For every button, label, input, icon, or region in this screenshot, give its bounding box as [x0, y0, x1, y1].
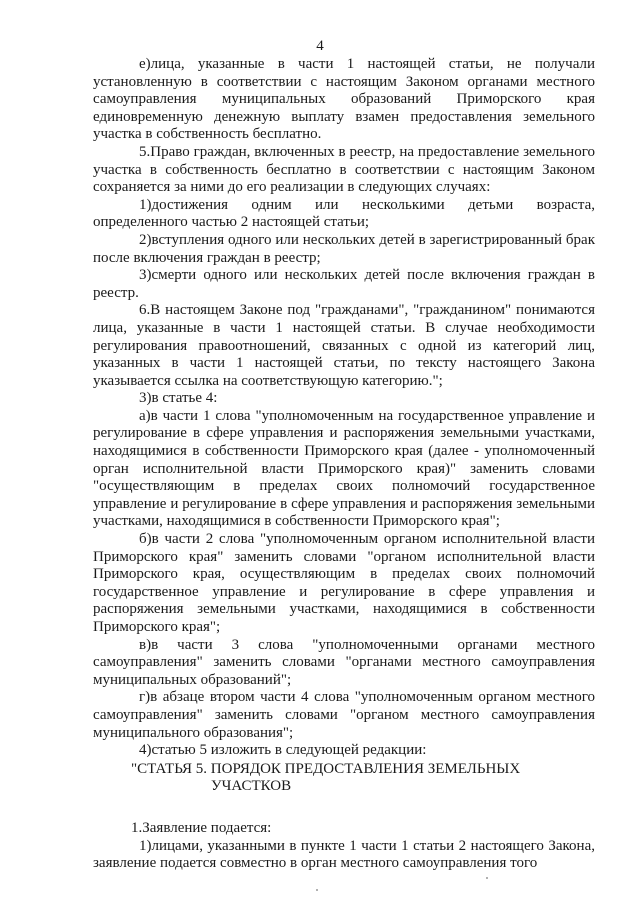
paragraph-case-2: 2)вступления одного или нескольких детей в зарегистрированный брак после включения граждан в реестр;	[93, 231, 595, 266]
paragraph-application-submitted: 1.Заявление подается:	[131, 819, 272, 836]
paragraph-v-part-3: в)в части 3 слова "уполномоченными органами местного самоуправления" заменить словами "органами местного самоуправления муниципальных образований";	[93, 636, 595, 688]
article-5-heading-line2: УЧАСТКОВ	[211, 778, 292, 795]
document-body	[93, 56, 595, 873]
scan-speck	[486, 877, 488, 879]
paragraph-b-part-2: б)в части 2 слова "уполномоченным органом исполнительной власти Приморского края" заменить словами "органом исполнительной власти Приморского края, осуществляющим в пределах своих полномочий государственное управление и регулирование в сфере управления и распоряжения земельными участками, находящимися в собственности Приморского края";	[93, 531, 595, 635]
paragraph-application-persons: 1)лицами, указанными в пункте 1 части 1 статьи 2 настоящего Закона, заявление подается совместно в орган местного самоуправления того	[93, 837, 595, 872]
paragraph-6-definitions: 6.В настоящем Законе под "гражданами", "гражданином" понимаются лица, указанные в части 1 настоящей статьи. В случае необходимости регулирования правоотношений, связанных с одной из категорий лиц, указанных в части 1 настоящей статьи, по тексту настоящего Закона указывается ссылка на соответствующую категорию.";	[93, 302, 595, 389]
spacer	[93, 796, 595, 820]
page-number: 4	[316, 38, 324, 54]
article-5-heading-line1: "СТАТЬЯ 5. ПОРЯДОК ПРЕДОСТАВЛЕНИЯ ЗЕМЕЛЬНЫХ	[131, 760, 521, 777]
paragraph-article-5-new-edition: 4)статью 5 изложить в следующей редакции:	[139, 742, 427, 759]
paragraph-case-1: 1)достижения одним или несколькими детьми возраста, определенного частью 2 настоящей статьи;	[93, 196, 595, 231]
paragraph-g-part-4: г)в абзаце втором части 4 слова "уполномоченным органом местного самоуправления" заменить словами "органом местного самоуправления муниципального образования";	[93, 689, 595, 741]
scan-speck	[316, 889, 318, 891]
article-5-heading	[93, 761, 595, 796]
paragraph-e-single-payment: е)лица, указанные в части 1 настоящей статьи, не получали установленную в соответствии с настоящим Законом органами местного самоуправления муниципальных образований Приморского края единовременную денежную выплату взамен предоставления земельного участка в собственность бесплатно.	[93, 56, 595, 143]
paragraph-article-4: 3)в статье 4:	[139, 390, 218, 407]
paragraph-5-right-preserved: 5.Право граждан, включенных в реестр, на предоставление земельного участка в собственность бесплатно в соответствии с настоящим Законом сохраняется за ними до его реализации в следующих случаях:	[93, 143, 595, 196]
paragraph-case-3: 3)смерти одного или нескольких детей после включения граждан в реестр.	[93, 267, 595, 301]
paragraph-a-part-1: а)в части 1 слова "уполномоченным на государственное управление и регулирование в сфере управления и распоряжения земельными участками, находящимися в собственности Приморского края (далее - уполномоченный орган исполнительной власти Приморского края)" заменить словами "осуществляющим в пределах своих полномочий государственное управление и регулирование в сфере управления и распоряжения земельными участками, находящимися в собственности Приморского края";	[93, 407, 595, 530]
